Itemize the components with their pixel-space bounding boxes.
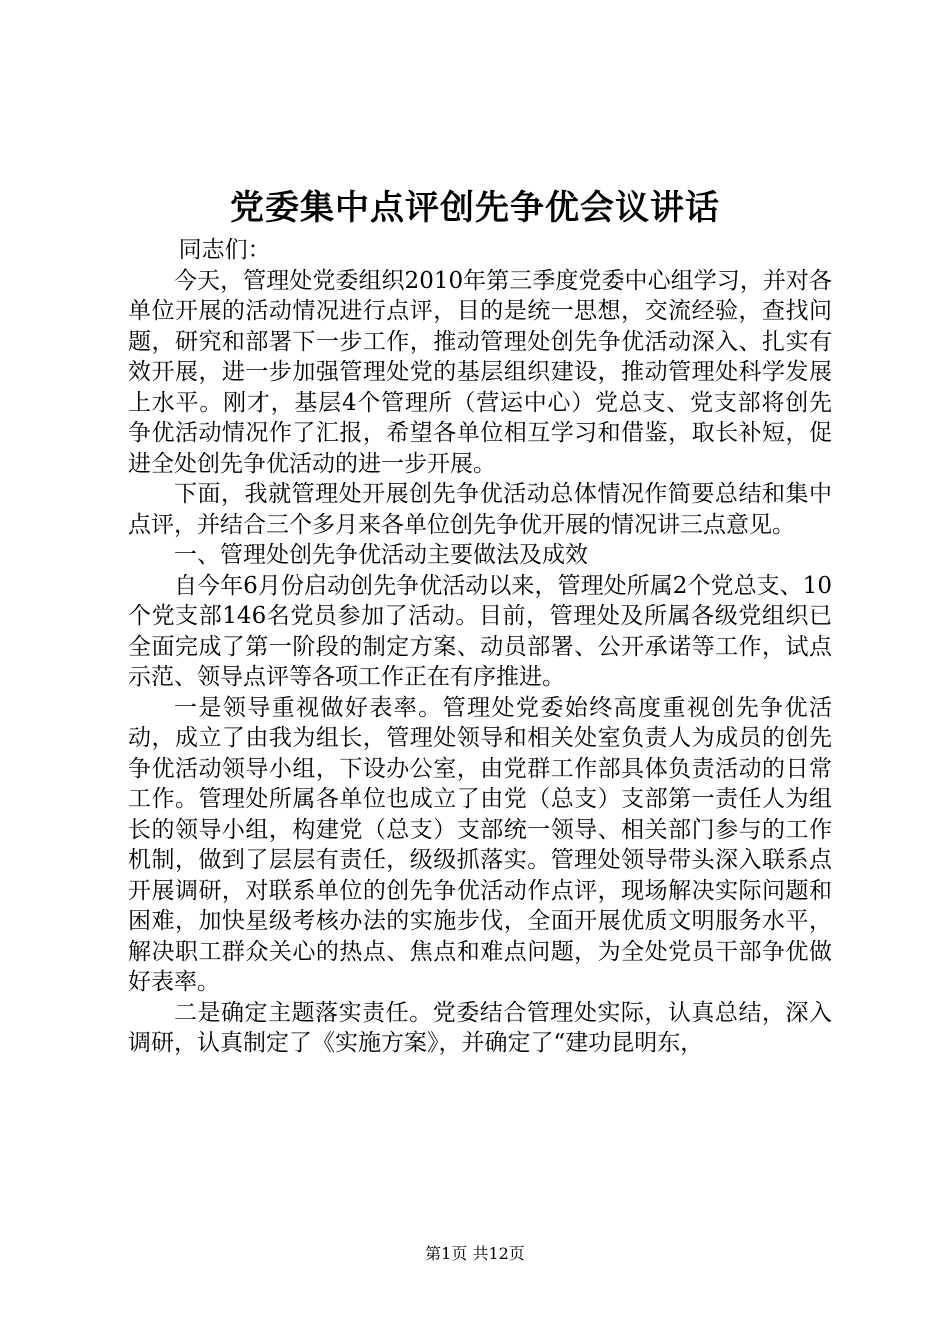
greeting-paragraph: 同志们： [178, 237, 271, 263]
body-paragraph: 下面，我就管理处开展创先争优活动总体情况作简要总结和集中点评，并结合三个多月来各单位创先争优开展的情况讲三点意见。 [128, 481, 832, 538]
document-title: 党委集中点评创先争优会议讲话 [230, 188, 720, 228]
page-footer: 第1页 共12页 [425, 1244, 525, 1263]
document-body [128, 235, 832, 1059]
body-paragraph: 一是领导重视做好表率。管理处党委始终高度重视创先争优活动，成立了由我为组长，管理处领导和相关处室负责人为成员的创先争优活动领导小组，下设办公室，由党群工作部具体负责活动的日常工作。管理处所属各单位也成立了由党（总支）支部第一责任人为组长的领导小组，构建党（总支）支部统一领导、相关部门参与的工作机制，做到了层层有责任，级级抓落实。管理处领导带头深入联系点开展调研，对联系单位的创先争优活动作点评，现场解决实际问题和困难，加快星级考核办法的实施步伐，全面开展优质文明服务水平，解决职工群众关心的热点、焦点和难点问题，为全处党员干部争优做好表率。 [128, 694, 832, 995]
body-paragraph: 二是确定主题落实责任。党委结合管理处实际，认真总结，深入调研，认真制定了《实施方案》，并确定了“建功昆明东， [128, 999, 832, 1056]
body-paragraph: 今天，管理处党委组织2010年第三季度党委中心组学习，并对各单位开展的活动情况进行点评，目的是统一思想，交流经验，查找问题，研究和部署下一步工作，推动管理处创先争优活动深入、扎实有效开展，进一步加强管理处党的基层组织建设，推动管理处科学发展上水平。刚才，基层4个管理所（营运中心）党总支、党支部将创先争优活动情况作了汇报，希望各单位相互学习和借鉴，取长补短，促进全处创先争优活动的进一步开展。 [128, 267, 832, 477]
section-heading: 一、管理处创先争优活动主要做法及成效 [174, 542, 588, 568]
body-paragraph: 自今年6月份启动创先争优活动以来，管理处所属2个党总支、10个党支部146名党员参加了活动。目前，管理处及所属各级党组织已全面完成了第一阶段的制定方案、动员部署、公开承诺等工作，试点示范、领导点评等各项工作正在有序推进。 [128, 572, 832, 690]
